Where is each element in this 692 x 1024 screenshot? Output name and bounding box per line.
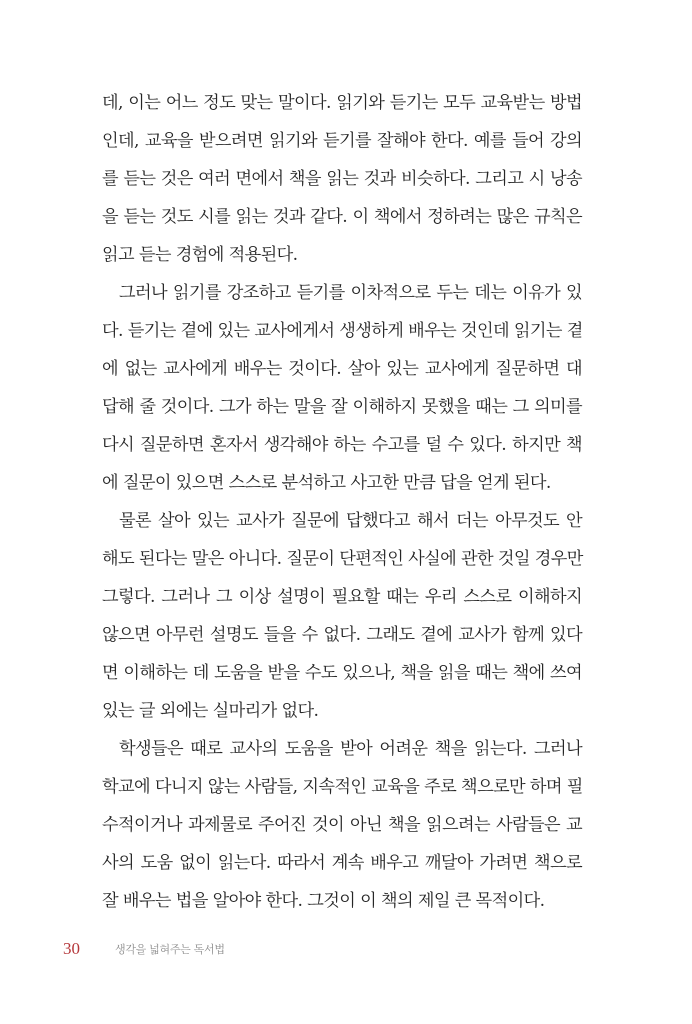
text-line: 사의 도움 없이 읽는다. 따라서 계속 배우고 깨달아 가려면 책으로 bbox=[102, 853, 582, 873]
text-line: 수적이거나 과제물로 주어진 것이 아닌 책을 읽으려는 사람들은 교 bbox=[102, 815, 582, 835]
text-line: 를 듣는 것은 여러 면에서 책을 읽는 것과 비슷하다. 그리고 시 낭송 bbox=[102, 169, 582, 189]
page-number: 30 bbox=[63, 939, 80, 958]
text-line: 그렇다. 그러나 그 이상 설명이 필요할 때는 우리 스스로 이해하지 bbox=[102, 587, 582, 607]
paragraph bbox=[102, 502, 582, 730]
text-line: 해도 된다는 말은 아니다. 질문이 단편적인 사실에 관한 것일 경우만 bbox=[102, 549, 583, 569]
text-line: 않으면 아무런 설명도 들을 수 없다. 그래도 곁에 교사가 함께 있다 bbox=[102, 625, 582, 645]
body-text bbox=[102, 84, 582, 920]
text-line: 을 듣는 것도 시를 읽는 것과 같다. 이 책에서 정하려는 많은 규칙은 bbox=[102, 207, 582, 227]
text-line: 학교에 다니지 않는 사람들, 지속적인 교육을 주로 책으로만 하며 필 bbox=[102, 777, 583, 797]
text-line: 데, 이는 어느 정도 맞는 말이다. 읽기와 듣기는 모두 교육받는 방법 bbox=[102, 93, 582, 113]
paragraph bbox=[102, 84, 582, 274]
text-line: 다. 듣기는 곁에 있는 교사에게서 생생하게 배우는 것인데 읽기는 곁 bbox=[102, 321, 583, 341]
text-line: 다시 질문하면 혼자서 생각해야 하는 수고를 덜 수 있다. 하지만 책 bbox=[102, 435, 582, 455]
text-line: 에 질문이 있으면 스스로 분석하고 사고한 만큼 답을 얻게 된다. bbox=[102, 473, 551, 493]
text-line: 잘 배우는 법을 알아야 한다. 그것이 이 책의 제일 큰 목적이다. bbox=[102, 891, 545, 911]
page-footer bbox=[63, 938, 225, 960]
text-line: 읽고 듣는 경험에 적용된다. bbox=[102, 245, 298, 265]
text-line: 물론 살아 있는 교사가 질문에 답했다고 해서 더는 아무것도 안 bbox=[119, 511, 582, 531]
running-title: 생각을 넓혀주는 독서법 bbox=[115, 943, 225, 956]
text-line: 학생들은 때로 교사의 도움을 받아 어려운 책을 읽는다. 그러나 bbox=[119, 739, 582, 759]
paragraph bbox=[102, 730, 582, 920]
text-line: 있는 글 외에는 실마리가 없다. bbox=[102, 701, 319, 721]
text-line: 그러나 읽기를 강조하고 듣기를 이차적으로 두는 데는 이유가 있 bbox=[119, 283, 582, 303]
text-line: 답해 줄 것이다. 그가 하는 말을 잘 이해하지 못했을 때는 그 의미를 bbox=[102, 397, 582, 417]
paragraph bbox=[102, 274, 582, 502]
text-line: 면 이해하는 데 도움을 받을 수도 있으나, 책을 읽을 때는 책에 쓰여 bbox=[102, 663, 582, 683]
text-line: 에 없는 교사에게 배우는 것이다. 살아 있는 교사에게 질문하면 대 bbox=[102, 359, 582, 379]
text-line: 인데, 교육을 받으려면 읽기와 듣기를 잘해야 한다. 예를 들어 강의 bbox=[102, 131, 582, 151]
